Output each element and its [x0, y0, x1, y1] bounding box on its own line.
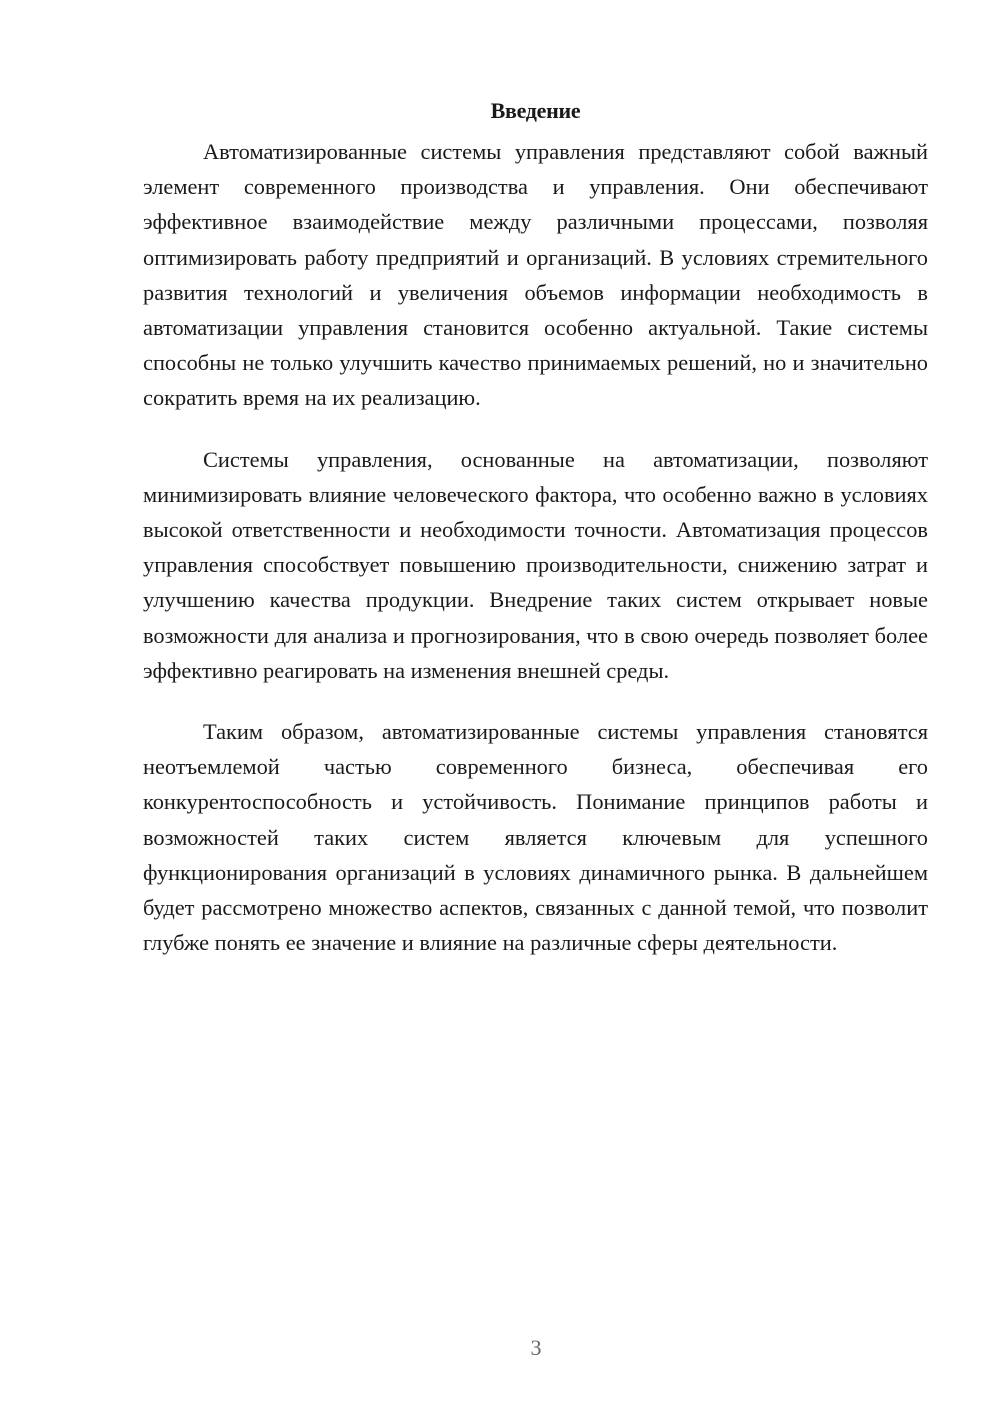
paragraph-2: Системы управления, основанные на автоматизации, позволяют минимизировать влияние человеческого фактора, что особенно важно в условиях высокой ответственности и необходимости точности. Автоматизация процессов управления способствует повышению производительности, снижению затрат и улучшению качества продукции. Внедрение таких систем открывает новые возможности для анализа и прогнозирования, что в свою очередь позволяет более эффективно реагировать на изменения внешней среды. [143, 446, 928, 683]
paragraph-3: Таким образом, автоматизированные системы управления становятся неотъемлемой частью современного бизнеса, обеспечивая его конкурентоспособность и устойчивость. Понимание принципов работы и возможностей таких систем является ключевым для успешного функционирования организаций в условиях динамичного рынка. В дальнейшем будет рассмотрено множество аспектов, связанных с данной темой, что позволит глубже понять ее значение и влияние на различные сферы деятельности. [143, 719, 928, 956]
paragraph-1: Автоматизированные системы управления представляют собой важный элемент современного производства и управления. Они обеспечивают эффективное взаимодействие между различными процессами, позволяя оптимизировать работу предприятий и организаций. В условиях стремительного развития технологий и увеличения объемов информации необходимость в автоматизации управления становится особенно актуальной. Такие системы способны не только улучшить качество принимаемых решений, но и значительно сократить время на их реализацию. [143, 139, 928, 411]
page-number: 3 [530, 1335, 542, 1360]
document-body [143, 98, 928, 960]
section-heading: Введение [490, 98, 581, 123]
